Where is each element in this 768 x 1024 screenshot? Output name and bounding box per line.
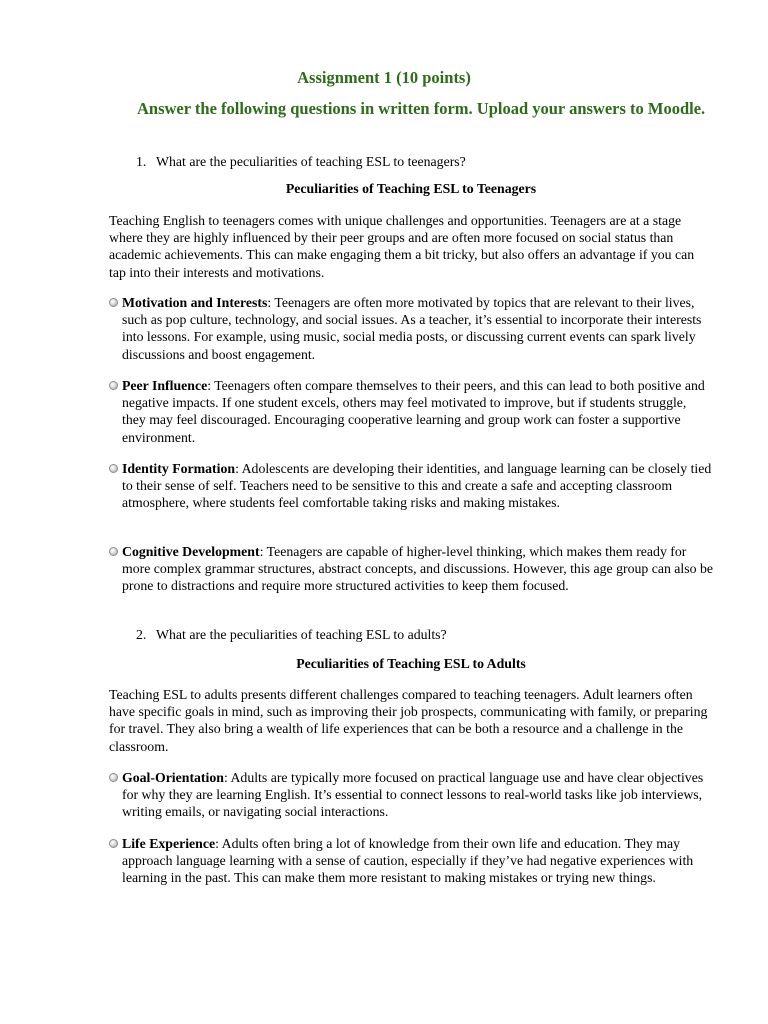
bullet-icon — [109, 464, 118, 473]
adults-point-life-experience — [109, 835, 713, 887]
assignment-title: Assignment 1 (10 points) — [297, 68, 471, 87]
bullet-text: : Adults often bring a lot of knowledge from their own life and education. They may approach language learning with a sense of caution, especially if they’ve had negative experiences with learning in the past. This can make them more resistant to making mistakes or trying new things. — [122, 836, 694, 886]
bullet-term: Cognitive Development — [122, 544, 260, 559]
bullet-term: Identity Formation — [122, 461, 236, 476]
bullet-term: Goal-Orientation — [122, 770, 224, 785]
bullet-text: : Teenagers are often more motivated by topics that are relevant to their lives, such as pop culture, technology, and social issues. As a teacher, it’s essential to incorporate their interests into lessons. For example, using music, social media posts, or discussing current events can spark lively discussions and boost engagement. — [122, 295, 702, 362]
bullet-text: : Adults are typically more focused on practical language use and have clear objectives for why they are learning English. It’s essential to connect lessons to real-world tasks like job interviews, writing emails, or navigating social interactions. — [122, 770, 704, 820]
bullet-term: Peer Influence — [122, 378, 208, 393]
bullet-term: Motivation and Interests — [122, 295, 268, 310]
teenagers-point-peer-influence — [109, 377, 713, 446]
bullet-icon — [109, 298, 118, 307]
teenagers-point-cognitive — [109, 543, 713, 595]
adults-heading: Peculiarities of Teaching ESL to Adults — [296, 656, 526, 671]
bullet-icon — [109, 773, 118, 782]
question-2-number: 2. — [136, 627, 147, 642]
bullet-text: : Teenagers often compare themselves to their peers, and this can lead to both positive and negative impacts. If one student excels, others may feel motivated to improve, but if students struggle, they may feel discouraged. Encouraging cooperative learning and group work can foster a supportive environment. — [122, 378, 705, 445]
bullet-term: Life Experience — [122, 836, 216, 851]
adults-intro: Teaching ESL to adults presents different challenges compared to teaching teenagers. Adult learners often have specific goals in mind, such as improving their job prospects, communicating with family, or preparing for travel. They also bring a wealth of life experiences that can be both a resource and a challenge in the classroom. — [109, 687, 708, 754]
adults-point-goal-orientation — [109, 769, 713, 821]
bullet-icon — [109, 839, 118, 848]
teenagers-point-motivation — [109, 294, 713, 363]
question-2-text: What are the peculiarities of teaching ESL to adults? — [156, 627, 447, 642]
teenagers-point-identity — [109, 460, 713, 512]
bullet-icon — [109, 381, 118, 390]
question-1-number: 1. — [136, 154, 147, 169]
question-2 — [136, 626, 447, 643]
bullet-icon — [109, 547, 118, 556]
teenagers-heading: Peculiarities of Teaching ESL to Teenagers — [285, 181, 537, 196]
question-1 — [136, 153, 466, 170]
teenagers-intro: Teaching English to teenagers comes with unique challenges and opportunities. Teenagers are at a stage where they are highly influenced by their peer groups and are often more focused on social status than academic achievements. This can make engaging them a bit tricky, but also offers an advantage if you can tap into their interests and motivations. — [109, 213, 695, 280]
bullet-text: : Teenagers are capable of higher-level thinking, which makes them ready for more complex grammar structures, abstract concepts, and discussions. However, this age group can also be prone to distractions and require more structured activities to keep them focused. — [122, 544, 714, 594]
question-1-text: What are the peculiarities of teaching ESL to teenagers? — [156, 154, 466, 169]
bullet-text: : Adolescents are developing their identities, and language learning can be closely tied to their sense of self. Teachers need to be sensitive to this and create a safe and accepting classroom atmosphere, where students feel comfortable taking risks and making mistakes. — [122, 461, 712, 511]
assignment-instructions: Answer the following questions in written form. Upload your answers to Moodle. — [137, 99, 706, 118]
